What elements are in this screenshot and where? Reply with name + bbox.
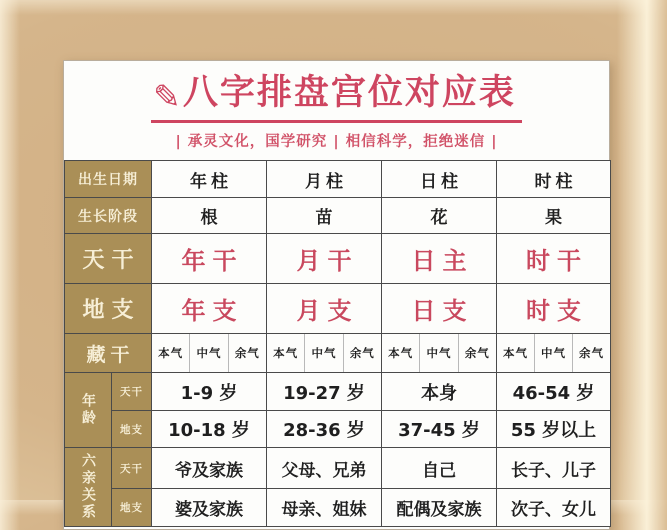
table-cell: 月柱 (267, 161, 382, 198)
row-header-birth-date: 出生日期 (65, 161, 152, 198)
table-cell: 花 (382, 198, 497, 234)
row-subheader-branch: 地支 (112, 489, 152, 527)
table-cell: 年柱 (152, 161, 267, 198)
table-cell: 年支 (152, 284, 267, 334)
table-cell: 年干 (152, 234, 267, 284)
row-subheader-branch: 地支 (112, 411, 152, 448)
table-cell: 苗 (267, 198, 382, 234)
mini-cell: 余气 (572, 334, 610, 372)
table-cell: 月支 (267, 284, 382, 334)
table-cell: 55 岁以上 (497, 411, 611, 448)
table-cell: 本身 (382, 373, 497, 411)
table-cell: 1-9 岁 (152, 373, 267, 411)
mini-cell: 本气 (273, 346, 299, 360)
poster-card (63, 60, 610, 530)
table-cell: 日支 (382, 284, 497, 334)
table-cell: 自己 (382, 448, 497, 489)
title-underline (151, 74, 522, 123)
row-header-hidden-stems: 藏干 (65, 334, 152, 373)
mini-cell: 中气 (189, 334, 227, 372)
table-cell: 时干 (497, 234, 611, 284)
page-subtitle: | 承灵文化，国学研究 | 相信科学，拒绝迷信 | (175, 134, 498, 151)
mini-cell: 本气 (158, 346, 184, 360)
mini-cell: 本气 (503, 346, 528, 360)
hidden-stems-cell (497, 334, 611, 373)
page-title: 八字排盘宫位对应表 (182, 73, 516, 113)
pencil-icon: ✎ (153, 77, 181, 116)
row-header-heavenly-stems: 天干 (65, 234, 152, 284)
table-cell: 46-54 岁 (497, 373, 611, 411)
table-cell: 时柱 (497, 161, 611, 198)
hidden-stems-cell (267, 334, 382, 373)
table-cell: 次子、女儿 (497, 489, 611, 527)
table-cell: 日主 (382, 234, 497, 284)
mini-cell: 余气 (458, 334, 496, 372)
row-header-growth-stage: 生长阶段 (65, 198, 152, 234)
correspondence-table (64, 160, 611, 527)
row-group-age: 年龄 (65, 373, 112, 448)
row-header-earthly-branches: 地支 (65, 284, 152, 334)
mini-cell: 余气 (228, 334, 266, 372)
table-cell: 母亲、姐妹 (267, 489, 382, 527)
mini-cell: 中气 (534, 334, 572, 372)
row-subheader-stem: 天干 (112, 448, 152, 489)
table-cell: 月干 (267, 234, 382, 284)
mini-cell: 本气 (388, 346, 414, 360)
table-cell: 果 (497, 198, 611, 234)
hidden-stems-cell (152, 334, 267, 373)
table-cell: 10-18 岁 (152, 411, 267, 448)
row-group-six-kinships: 六亲关系 (65, 448, 112, 527)
mini-cell: 余气 (343, 334, 381, 372)
table-cell: 长子、儿子 (497, 448, 611, 489)
table-cell: 爷及家族 (152, 448, 267, 489)
table-cell: 配偶及家族 (382, 489, 497, 527)
table-cell: 日柱 (382, 161, 497, 198)
table-cell: 19-27 岁 (267, 373, 382, 411)
mini-cell: 中气 (419, 334, 457, 372)
table-cell: 根 (152, 198, 267, 234)
table-cell: 父母、兄弟 (267, 448, 382, 489)
row-subheader-stem: 天干 (112, 373, 152, 411)
title-block (64, 61, 609, 160)
table-cell: 婆及家族 (152, 489, 267, 527)
table-cell: 时支 (497, 284, 611, 334)
table-cell: 37-45 岁 (382, 411, 497, 448)
table-cell: 28-36 岁 (267, 411, 382, 448)
mini-cell: 中气 (304, 334, 342, 372)
hidden-stems-cell (382, 334, 497, 373)
